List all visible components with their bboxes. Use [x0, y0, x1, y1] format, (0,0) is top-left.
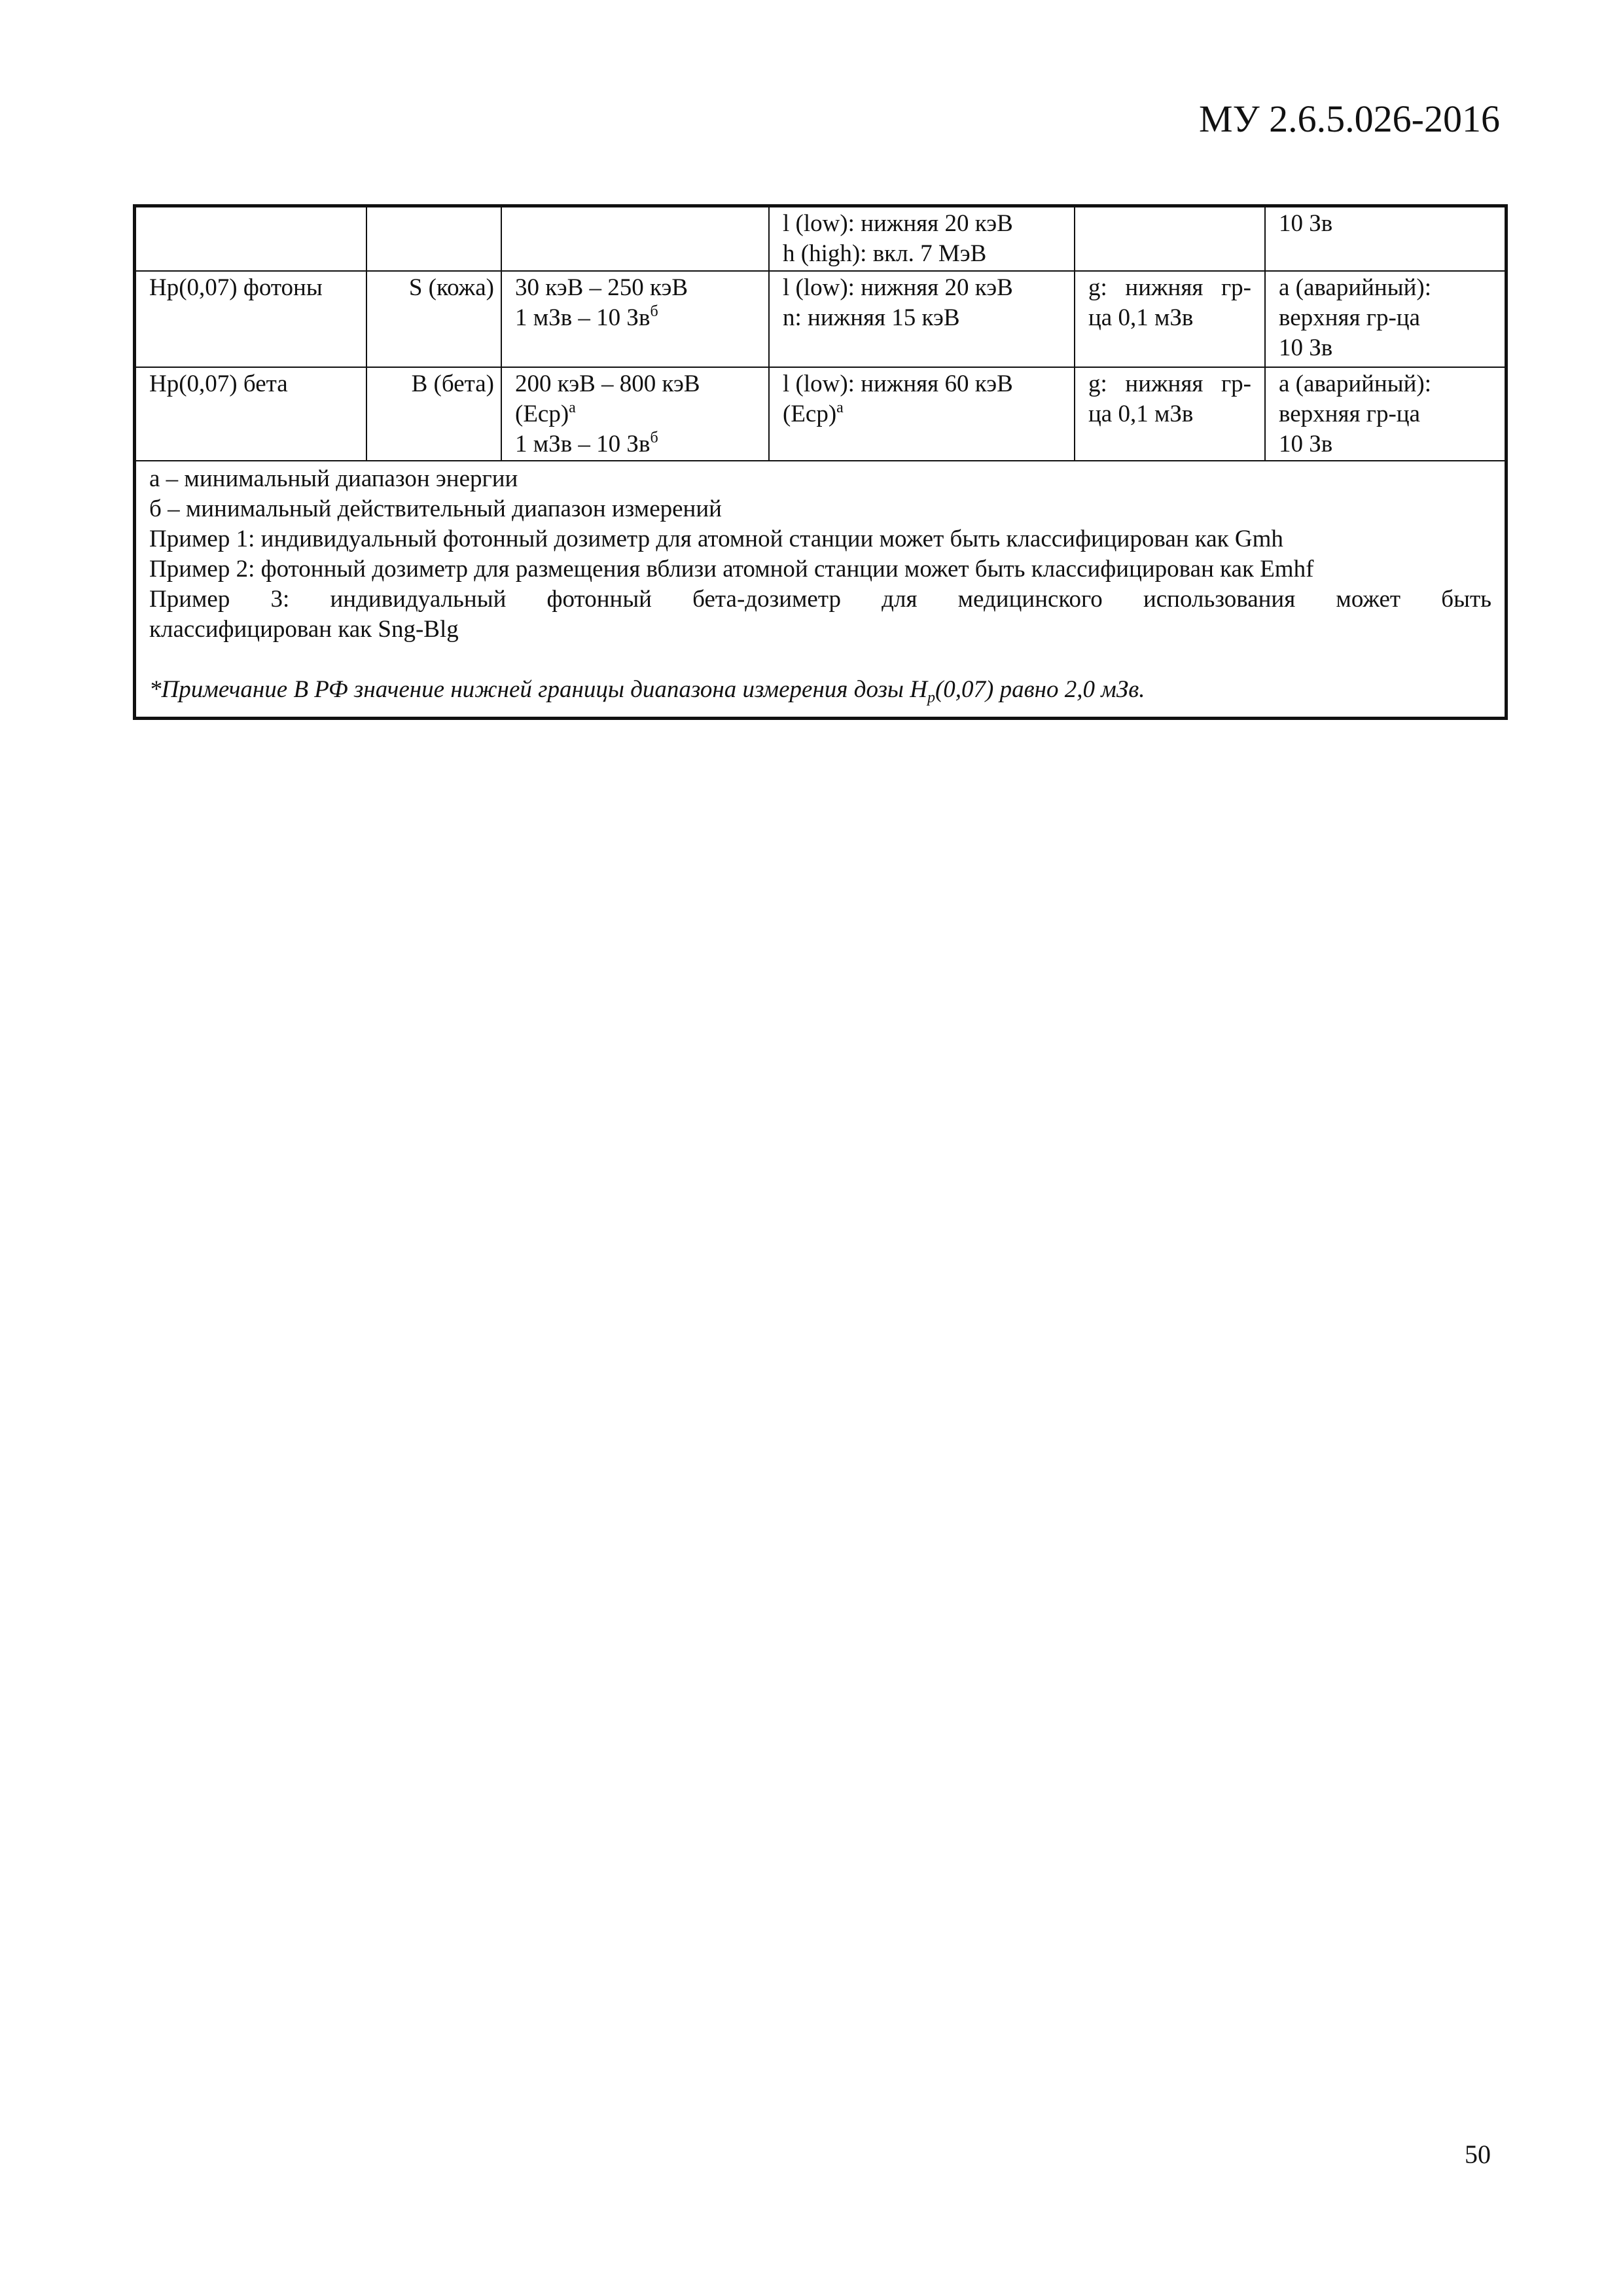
cell-line: g: нижняя гр-: [1088, 370, 1251, 397]
table-row: [135, 207, 1505, 271]
cell-line: [515, 303, 755, 333]
remark-text-end: (0,07) равно 2,0 мЗв.: [935, 676, 1145, 703]
cell-line: [783, 399, 1061, 429]
cell-text: 1 мЗв – 10 Зв: [515, 431, 651, 457]
cell-line: 200 кэВ – 800 кэВ: [515, 370, 700, 397]
cell-line: l (low): нижняя 20 кэВ: [783, 210, 1013, 237]
page-number: 50: [1465, 2140, 1491, 2169]
example-2: Пример 2: фотонный дозиметр для размещения вблизи атомной станции может быть классифицирован как Emhf: [149, 556, 1314, 583]
note-energy-range: а – минимальный диапазон энергии: [149, 465, 518, 492]
example-3: Пример 3: индивидуальный фотонный бета-дозиметр для медицинского использования может быть: [149, 586, 1491, 613]
cell-type: S (кожа): [366, 271, 501, 367]
cell-upper-limit: [1265, 367, 1505, 461]
cell-type: [366, 207, 501, 271]
footnote-mark: б: [650, 429, 658, 446]
classification-table: [133, 204, 1508, 720]
notes-cell: [135, 461, 1505, 717]
cell-line: а (аварийный):: [1279, 274, 1431, 301]
cell-line: [515, 429, 755, 459]
cell-lower-limit: [1075, 271, 1265, 367]
cell-line: 10 Зв: [1279, 210, 1333, 237]
cell-quantity: Нр(0,07) бета: [135, 367, 366, 461]
cell-lower-limit: [1075, 367, 1265, 461]
footnote-mark: а: [569, 399, 576, 416]
example-1: Пример 1: индивидуальный фотонный дозиметр для атомной станции может быть классифицирован как Gmh: [149, 526, 1283, 552]
remark-text: *Примечание В РФ значение нижней границы диапазона измерения дозы H: [149, 676, 927, 703]
cell-line: ца 0,1 мЗв: [1088, 401, 1194, 427]
cell-text: (Еср): [515, 401, 569, 427]
cell-line: верхняя гр-ца: [1279, 304, 1420, 331]
spacer: [149, 645, 1491, 675]
notes-row: [135, 461, 1505, 717]
cell-range: [501, 367, 769, 461]
cell-line: n: нижняя 15 кэВ: [783, 304, 960, 331]
cell-line: 10 Зв: [1279, 334, 1333, 361]
footnote-mark: б: [650, 303, 658, 320]
cell-energy: [769, 271, 1075, 367]
cell-upper-limit: [1265, 207, 1505, 271]
cell-line: l (low): нижняя 20 кэВ: [783, 274, 1013, 301]
cell-quantity: Нр(0,07) фотоны: [135, 271, 366, 367]
example-3-continuation: классифицирован как Sng-Blg: [149, 616, 459, 643]
cell-upper-limit: [1265, 271, 1505, 367]
cell-quantity: [135, 207, 366, 271]
table-row: [135, 367, 1505, 461]
cell-line: l (low): нижняя 60 кэВ: [783, 370, 1013, 397]
note-measurement-range: б – минимальный действительный диапазон измерений: [149, 495, 722, 522]
cell-text: 1 мЗв – 10 Зв: [515, 304, 651, 331]
cell-range: [501, 207, 769, 271]
cell-energy: [769, 367, 1075, 461]
cell-line: 10 Зв: [1279, 431, 1333, 457]
remark: [149, 675, 1491, 705]
cell-line: верхняя гр-ца: [1279, 401, 1420, 427]
remark-subscript: p: [927, 689, 935, 706]
cell-line: ца 0,1 мЗв: [1088, 304, 1194, 331]
cell-range: [501, 271, 769, 367]
cell-line: 30 кэВ – 250 кэВ: [515, 274, 688, 301]
cell-line: h (high): вкл. 7 МэВ: [783, 240, 987, 267]
cell-type: B (бета): [366, 367, 501, 461]
cell-energy: [769, 207, 1075, 271]
document-code: МУ 2.6.5.026-2016: [1199, 98, 1500, 140]
cell-text: (Еср): [783, 401, 837, 427]
cell-line: g: нижняя гр-: [1088, 274, 1251, 301]
cell-line: [515, 399, 755, 429]
table-row: [135, 271, 1505, 367]
footnote-mark: а: [836, 399, 844, 416]
cell-line: а (аварийный):: [1279, 370, 1431, 397]
cell-lower-limit: [1075, 207, 1265, 271]
